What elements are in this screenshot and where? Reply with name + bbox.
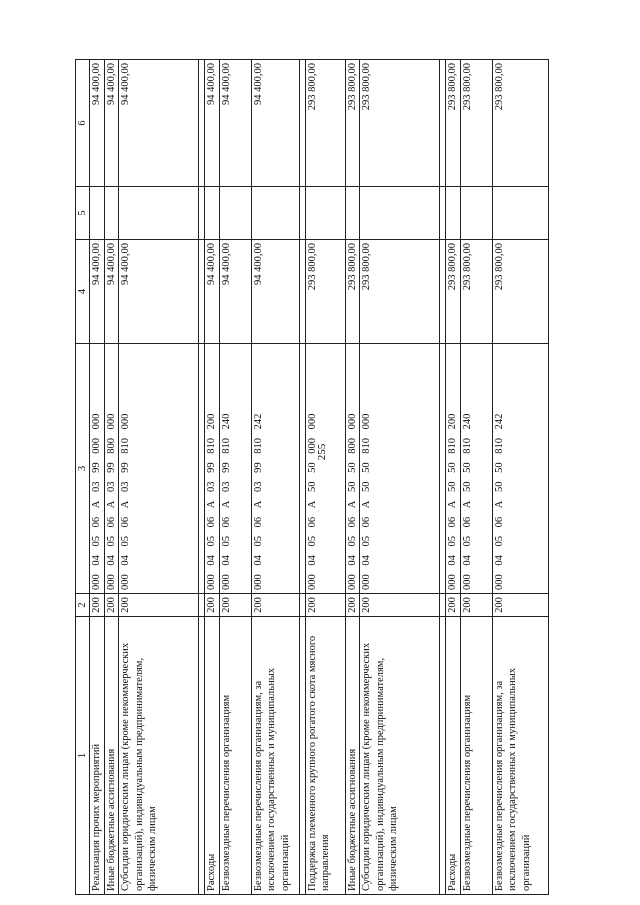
row-name: Субсидии юридическим лицам (кроме некоммерческих организаций), индивидуальным предпринимателям, физическим лицам xyxy=(360,617,440,895)
row-col2: 200 xyxy=(492,594,548,617)
row-name: Иные бюджетные ассигнования xyxy=(104,617,118,895)
row-col4: 293 800,00 xyxy=(345,240,359,344)
column-header-6: 6 xyxy=(76,60,90,187)
row-col2: 200 xyxy=(119,594,199,617)
row-col4: 293 800,00 xyxy=(492,240,548,344)
row-code: 000 04 05 06 А 03 99 800 000 xyxy=(104,344,118,594)
budget-table xyxy=(75,59,549,895)
row-code: 000 04 05 06 А 50 50 810 000 xyxy=(360,344,440,594)
table-row xyxy=(345,60,359,895)
row-col2: 200 xyxy=(360,594,440,617)
row-col4: 94 400,00 xyxy=(90,240,104,344)
row-col6: 94 400,00 xyxy=(251,60,299,187)
row-name: Расходы xyxy=(446,617,460,895)
row-col6: 94 400,00 xyxy=(90,60,104,187)
row-col5 xyxy=(205,187,219,240)
row-col4: 293 800,00 xyxy=(360,240,440,344)
row-col5 xyxy=(345,187,359,240)
row-name: Безвозмездные перечисления организациям xyxy=(219,617,251,895)
row-col6: 293 800,00 xyxy=(345,60,359,187)
row-col4: 293 800,00 xyxy=(446,240,460,344)
row-col5 xyxy=(492,187,548,240)
row-col2: 200 xyxy=(446,594,460,617)
row-col6: 293 800,00 xyxy=(446,60,460,187)
column-header-5: 5 xyxy=(76,187,90,240)
row-col6: 94 400,00 xyxy=(104,60,118,187)
rotated-page xyxy=(75,60,620,895)
row-col5 xyxy=(360,187,440,240)
row-col5 xyxy=(104,187,118,240)
row-name: Субсидии юридическим лицам (кроме некоммерческих организаций), индивидуальным предпринимателям, физическим лицам xyxy=(119,617,199,895)
table-row xyxy=(360,60,440,895)
row-name: Иные бюджетные ассигнования xyxy=(345,617,359,895)
row-col6: 293 800,00 xyxy=(305,60,345,187)
row-code: 000 04 05 06 А 03 99 810 240 xyxy=(219,344,251,594)
row-col6: 293 800,00 xyxy=(492,60,548,187)
table-body xyxy=(76,60,549,895)
row-col4: 293 800,00 xyxy=(460,240,492,344)
row-col5 xyxy=(90,187,104,240)
table-row xyxy=(460,60,492,895)
row-col4: 94 400,00 xyxy=(251,240,299,344)
table-row xyxy=(251,60,299,895)
table-row xyxy=(205,60,219,895)
table-row xyxy=(119,60,199,895)
row-col5 xyxy=(446,187,460,240)
row-code: 000 04 05 06 А 03 99 000 000 xyxy=(90,344,104,594)
table-row xyxy=(446,60,460,895)
row-code: 000 04 05 06 А 50 50 810 240 xyxy=(460,344,492,594)
row-col4: 94 400,00 xyxy=(219,240,251,344)
row-name: Безвозмездные перечисления организациям, за исключением государственных и муниципальных организаций xyxy=(492,617,548,895)
row-col4: 94 400,00 xyxy=(205,240,219,344)
row-name: Расходы xyxy=(205,617,219,895)
row-code: 000 04 05 06 А 03 99 810 000 xyxy=(119,344,199,594)
row-code: 000 04 05 06 А 03 99 810 242 xyxy=(251,344,299,594)
row-name: Безвозмездные перечисления организациям xyxy=(460,617,492,895)
row-col4: 94 400,00 xyxy=(104,240,118,344)
table-row xyxy=(90,60,104,895)
row-col5 xyxy=(119,187,199,240)
row-code: 000 04 05 06 А 50 50 800 000 xyxy=(345,344,359,594)
table-row xyxy=(492,60,548,895)
row-col4: 293 800,00 xyxy=(305,240,345,344)
column-header-1: 1 xyxy=(76,617,90,895)
table-row xyxy=(219,60,251,895)
table-row xyxy=(305,60,345,895)
row-col6: 94 400,00 xyxy=(119,60,199,187)
row-col5 xyxy=(219,187,251,240)
column-header-4: 4 xyxy=(76,240,90,344)
row-col5 xyxy=(460,187,492,240)
row-col2: 200 xyxy=(90,594,104,617)
header-row xyxy=(76,60,90,895)
row-col2: 200 xyxy=(251,594,299,617)
row-code: 000 04 05 06 А 03 99 810 200 xyxy=(205,344,219,594)
row-name: Поддержка племенного крупного рогатого скота мясного направления xyxy=(305,617,345,895)
row-col6: 293 800,00 xyxy=(460,60,492,187)
row-col6: 94 400,00 xyxy=(219,60,251,187)
row-col6: 94 400,00 xyxy=(205,60,219,187)
row-col6: 293 800,00 xyxy=(360,60,440,187)
page-number: 255 xyxy=(316,443,328,461)
row-col2: 200 xyxy=(460,594,492,617)
column-header-2: 2 xyxy=(76,594,90,617)
table-row xyxy=(104,60,118,895)
row-code: 000 04 05 06 А 50 50 000 000 xyxy=(305,344,345,594)
row-col2: 200 xyxy=(104,594,118,617)
row-name: Реализация прочих мероприятий xyxy=(90,617,104,895)
row-col2: 200 xyxy=(345,594,359,617)
row-col2: 200 xyxy=(205,594,219,617)
row-col2: 200 xyxy=(219,594,251,617)
row-col2: 200 xyxy=(305,594,345,617)
row-code: 000 04 05 06 А 50 50 810 242 xyxy=(492,344,548,594)
row-col4: 94 400,00 xyxy=(119,240,199,344)
row-col5 xyxy=(251,187,299,240)
row-code: 000 04 05 06 А 50 50 810 200 xyxy=(446,344,460,594)
row-name: Безвозмездные перечисления организациям, за исключением государственных и муниципальных организаций xyxy=(251,617,299,895)
row-col5 xyxy=(305,187,345,240)
column-header-3: 3 xyxy=(76,344,90,594)
